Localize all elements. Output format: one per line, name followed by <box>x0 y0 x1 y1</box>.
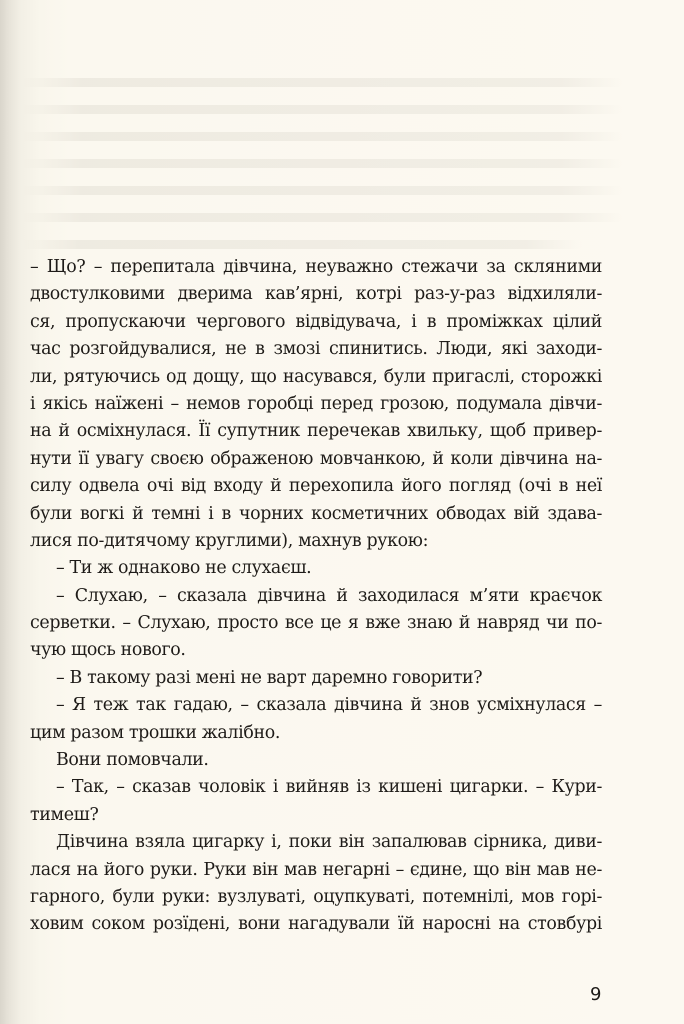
text-line: двостулковими дверима кав’ярні, котрі раз-у-раз відхиляли- <box>30 284 602 305</box>
bleed-through-line <box>22 159 622 168</box>
text-line: лися по-дитячому круглими), махнув рукою: <box>30 530 429 551</box>
text-line: тимеш? <box>30 804 99 825</box>
body-text <box>30 254 602 939</box>
text-line: були вогкі й темні і в чорних косметичних обводах вій здава- <box>30 503 602 524</box>
text-line: серветки. – Слухаю, просто все це я вже знаю й навряд чи по- <box>30 613 602 634</box>
text-line: гарного, були руки: вузлуваті, оцупкуваті, потемнілі, мов горі- <box>30 886 602 907</box>
text-line: – Ти ж однаково не слухаєш. <box>56 558 312 579</box>
text-line: ховим соком розїдені, вони нагадували їй наросні на стовбурі <box>30 914 602 935</box>
text-line: нути її увагу своєю ображеною мовчанкою, й коли дівчина на- <box>30 448 602 469</box>
text-line: цим разом трошки жалібно. <box>30 722 281 743</box>
text-line: силу одвела очі від входу й перехопила його погляд (очі в неї <box>30 476 602 497</box>
bleed-through-line <box>22 240 582 249</box>
text-line: на й осміхнулася. Її супутник перечекав хвильку, щоб привер- <box>30 421 602 442</box>
text-line: ся, пропускаючи чергового відвідувача, і в проміжках цілий <box>30 311 602 332</box>
text-line: – Я теж так гадаю, – сказала дівчина й знов усміхнулася – <box>56 695 602 716</box>
text-line: – Слухаю, – сказала дівчина й заходилася м’яти краєчок <box>56 585 602 606</box>
text-line: чую щось нового. <box>30 640 186 661</box>
text-line: – В такому разі мені не варт даремно говорити? <box>56 667 483 688</box>
text-line: Вони помовчали. <box>56 750 209 771</box>
text-line: і якісь наїжені – немов горобці перед грозою, подумала дівчи- <box>30 393 602 414</box>
text-line: – Що? – перепитала дівчина, неуважно стежачи за скляними <box>30 257 602 277</box>
bleed-through-line <box>22 186 622 195</box>
text-line: лася на його руки. Руки він мав негарні – єдине, що він мав не- <box>30 859 602 880</box>
text-line: Дівчина взяла цигарку і, поки він запалював сірника, диви- <box>56 832 602 853</box>
bleed-through-line <box>22 132 622 141</box>
text-line: час розгойдувалися, не в змозі спинитись. Люди, які заходи- <box>30 339 602 360</box>
bleed-through-line <box>22 105 622 114</box>
page-number: 9 <box>590 984 602 1005</box>
text-line: ли, рятуючись од дощу, що насувався, були пригаслі, сторожкі <box>30 366 602 387</box>
text-line: – Так, – сказав чоловік і вийняв із кишені цигарки. – Кури- <box>56 777 602 798</box>
bleed-through-line <box>22 78 622 87</box>
bleed-through-line <box>22 213 622 222</box>
